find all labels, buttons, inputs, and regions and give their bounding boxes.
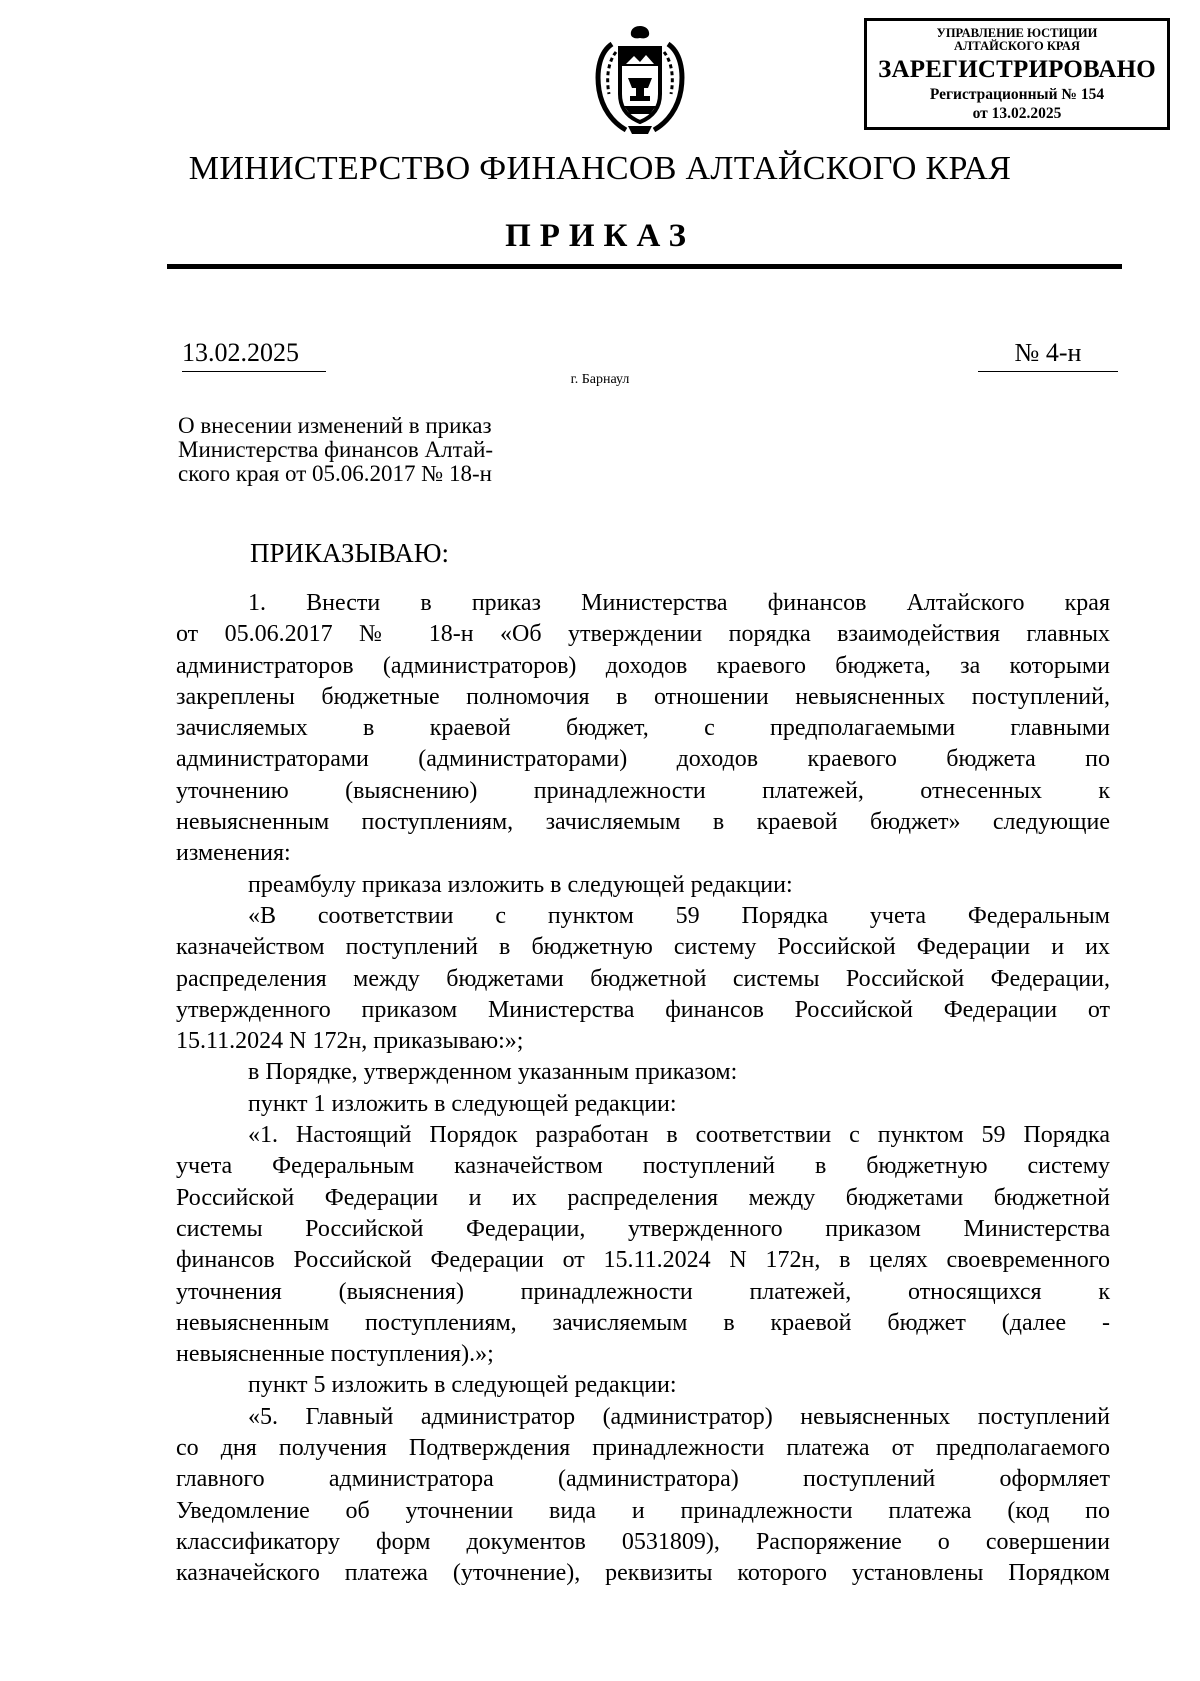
order-subject [178,414,608,486]
body-line: администраторами (администраторами) доходов краевого бюджета по [176,746,1110,773]
body-line: от 05.06.2017 № 18-н «Об утверждении порядка взаимодействия главных [176,621,1110,648]
registration-stamp [864,18,1170,130]
body-line: зачисляемых в краевой бюджет, с предполагаемыми главными [176,715,1110,742]
body-line: уточнению (выяснению) принадлежности платежей, отнесенных к [176,777,1110,804]
ministry-title: МИНИСТЕРСТВО ФИНАНСОВ АЛТАЙСКОГО КРАЯ [188,150,1012,187]
order-body [176,588,1110,1590]
body-line: пункт 1 изложить в следующей редакции: [248,1090,677,1117]
stamp-status: ЗАРЕГИСТРИРОВАНО [878,56,1156,83]
body-line: распределения между бюджетами бюджетной системы Российской Федерации, [176,965,1110,992]
body-line: в Порядке, утвержденном указанным приказом: [248,1059,738,1086]
order-date: 13.02.2025 [182,338,326,372]
stamp-authority-line-1: УПРАВЛЕНИЕ ЮСТИЦИИ [936,26,1098,40]
city-name: г. Барнаул [570,372,630,387]
stamp-reg-number: Регистрационный № 154 [929,86,1105,103]
subject-line: ского края от 05.06.2017 № 18-н [178,461,492,486]
body-line: казначейского платежа (уточнение), реквизиты которого установлены Порядком [176,1560,1110,1587]
body-line: финансов Российской Федерации от 15.11.2024 N 172н, в целях своевременного [176,1247,1110,1274]
body-line: пункт 5 изложить в следующей редакции: [248,1372,677,1399]
body-line: 1. Внести в приказ Министерства финансов Алтайского края [248,590,1110,616]
order-word: ПРИКАЗЫВАЮ: [250,538,449,568]
body-line: администраторов (администраторов) доходов краевого бюджета, за которыми [176,652,1110,679]
body-line: преамбулу приказа изложить в следующей редакции: [248,871,793,898]
body-line: классификатору форм документов 0531809), Распоряжение о совершении [176,1528,1110,1555]
body-line: главного администратора (администратора) поступлений оформляет [176,1466,1110,1493]
body-line: казначейством поступлений в бюджетную систему Российской Федерации и их [176,934,1110,961]
body-line: «1. Настоящий Порядок разработан в соответствии с пунктом 59 Порядка [248,1122,1110,1149]
coat-of-arms-emblem [590,22,690,138]
body-line: Уведомление об уточнении вида и принадлежности платежа (код по [176,1497,1110,1524]
body-line: изменения: [176,840,291,867]
order-number: № 4-н [978,338,1118,372]
header-divider [167,264,1122,269]
body-line: Российской Федерации и их распределения между бюджетами бюджетной [176,1184,1110,1211]
stamp-reg-date: от 13.02.2025 [972,105,1062,122]
subject-line: О внесении изменений в приказ [178,413,492,438]
body-line: «В соответствии с пунктом 59 Порядка учета Федеральным [248,902,1110,929]
subject-line: Министерства финансов Алтай- [178,437,494,462]
body-line: учета Федеральным казначейством поступлений в бюджетную систему [176,1153,1110,1180]
body-line: со дня получения Подтверждения принадлежности платежа от предполагаемого [176,1435,1110,1462]
body-line: невыясненным поступлениям, зачисляемым в краевой бюджет» следующие [176,809,1110,836]
body-line: утвержденного приказом Министерства финансов Российской Федерации от [176,996,1110,1023]
body-line: закреплены бюджетные полномочия в отношении невыясненных поступлений, [176,683,1110,710]
body-line: уточнения (выяснения) принадлежности платежей, относящихся к [176,1278,1110,1305]
body-line: невыясненные поступления).»; [176,1341,494,1368]
body-line: невыясненным поступлениям, зачисляемым в краевой бюджет (далее - [176,1309,1110,1336]
document-type-heading: ПРИКАЗ [505,218,695,254]
body-line: «5. Главный администратор (администратор) невыясненных поступлений [248,1403,1110,1430]
body-line: системы Российской Федерации, утвержденного приказом Министерства [176,1215,1110,1242]
stamp-authority-line-2: АЛТАЙСКОГО КРАЯ [954,39,1080,53]
body-line: 15.11.2024 N 172н, приказываю:»; [176,1028,524,1055]
